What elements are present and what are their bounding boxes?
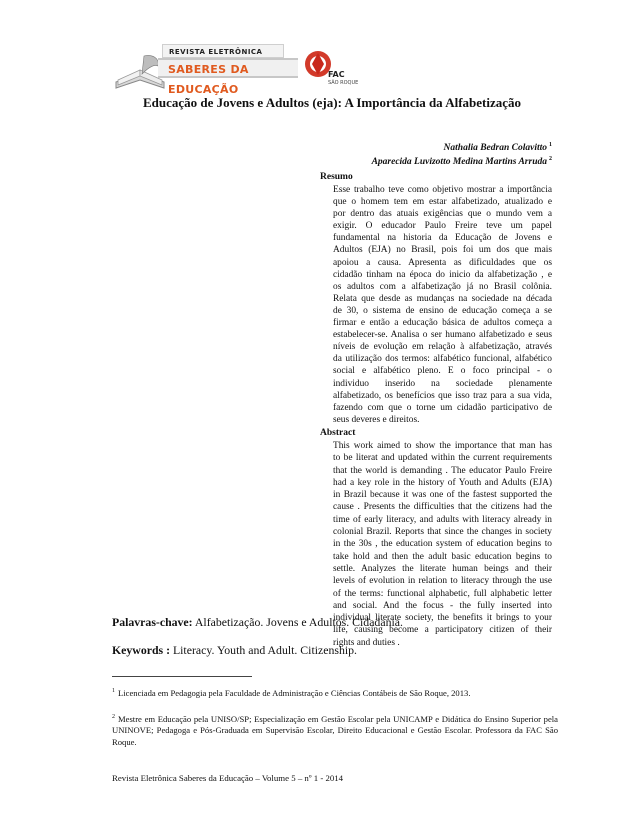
author-1 [444,142,552,153]
resumo-line: que o homem tem em estar alfabetizado, atualizado e [333,197,552,208]
resumo-line: seus deveres e direitos. [333,414,420,425]
resumo-line: firmar e então a educação básica de adultos começa a [333,318,552,329]
abstract-line: individual literate society, the benefits it brings to your [333,613,552,624]
resumo-line: os adultos com a alfabetização já no Brasil colônia. [333,281,552,292]
resumo-line: exigir. O educador Paulo Freire teve um papel [333,221,552,232]
abstract-heading: Abstract [320,428,356,438]
keywords-pt-label: Palavras-chave: [112,615,193,629]
fac-label: FAC [328,70,345,79]
resumo-line: estabelecer-se. Analisa o ser humano alfabetizado e seus [333,330,552,341]
fac-sublabel: SÃO ROQUE [328,80,359,86]
abstract-line: had a key role in the history of Youth and Adults (EJA) [333,477,552,488]
resumo-line: Esse trabalho teve como objetivo mostrar a importância [333,185,552,195]
abstract-line: life, causing become a participatory citizen of their [333,625,552,636]
resumo-line: níveis de evolução em relação à alfabetização, através [333,342,552,353]
article-title: Educação de Jovens e Adultos (eja): A Importância da Alfabetização [142,95,522,110]
resumo-line: fundamental na historia da Educação de Jovens e [333,233,552,244]
abstract-line: and social. And the focus - the fully inserted into [333,600,552,611]
resumo-line: Relata que desde as mudanças na sociedade na década [333,293,552,304]
author-name: Aparecida Luvizotto Medina Martins Arruda [371,157,547,168]
abstract-line: of the terms: functional alphabetic, full alphabetic letter [333,588,552,599]
resumo-line: individuo inserido na sociedade plenamente [333,378,552,389]
footnote-divider [112,676,252,677]
logo-main-text: SABERES DA EDUCAÇÃO [158,58,298,78]
abstract-line: time of early literacy, and adults with literacy already in [333,514,552,525]
author-2 [372,156,552,167]
resumo-line: fazendo com que o torne um cidadão participativo de [333,402,552,413]
footnote-ref: 2 [549,156,552,162]
resumo-line: da utilização dos termos: alfabético funcional, alfabético [333,354,552,365]
keywords-en-label: Keywords : [112,643,170,657]
keywords-pt-text: Alfabetização. Jovens e Adultos. Cidadania. [194,615,403,629]
abstract-line: that the world is demanding . The educator Paulo Freire [333,465,552,476]
resumo-line: de 30, o sistema de ensino de educação começa a se [333,305,552,316]
resumo-line: por dentro das atuais exigências que o mundo vem a [333,209,552,220]
resumo-line: Adultos (EJA) no Brasil, pois foi um dos que mais [333,245,552,256]
abstract-line: colonial Brazil. Reports that since the changes in society [333,527,552,538]
logo-top-text: REVISTA ELETRÔNICA [162,44,284,58]
resumo-line: apoiou a causa. Apresenta as dificuldades que os [333,257,552,268]
resumo-line: alfabetizado, os benefícios que isso traz para a sua vida, [333,390,552,401]
page-footer: Revista Eletrônica Saberes da Educação – Volume 5 – nº 1 - 2014 [112,773,344,783]
keywords-pt [112,615,403,630]
footnote-1 [112,686,558,699]
journal-logo [112,38,362,96]
resumo-line: cidadão tinham na época do inicio da alfabetização , e [333,269,552,280]
abstract-line: take hold and then the adult basic education begins to [333,551,552,562]
author-name: Nathalia Bedran Colavitto [443,143,547,154]
keywords-en [112,643,357,658]
footnote-number: 2 [112,714,115,720]
abstract-line: to be literat and updated within the current requirements [333,453,552,464]
keywords-en-text: Literacy. Youth and Adult. Citizenship. [172,643,357,657]
footnote-2 [112,712,558,749]
abstract-line: levels of evolution in relation to literacy through the use [333,576,552,587]
abstract-line: in Brazil because it was one of the fastest supported the [333,490,552,501]
abstract-line: settle. Analyzes the literate human beings and their [333,563,552,574]
abstract-line: rights and duties . [333,637,400,648]
resumo-heading: Resumo [320,172,353,182]
abstract-line: This work aimed to show the importance that man has [333,441,552,451]
footnote-number: 1 [112,688,115,694]
footnote-ref: 1 [549,142,552,148]
resumo-line: social e alfabético pleno. E o foco principal - o [333,366,552,377]
footnote-text: Mestre em Educação pela UNISO/SP; Especialização em Gestão Escolar pela UNICAMP e Didática do Ensino Superior pela UNINOVE; Pedagoga e Pós-Graduada em Supervisão Escolar, Direito Educacional e Gestão Escolar. Professora da FAC São Roque. [112,713,558,748]
footnote-text: Licenciada em Pedagogia pela Faculdade de Administração e Ciências Contábeis de São Roque, 2013. [118,687,471,698]
resumo-text [333,184,552,426]
fac-emblem-icon [302,44,360,94]
abstract-line: cause . Presents the difficulties that the citizens had the [333,502,552,513]
abstract-line: in the 30s , the education system of education begins to [333,539,552,550]
